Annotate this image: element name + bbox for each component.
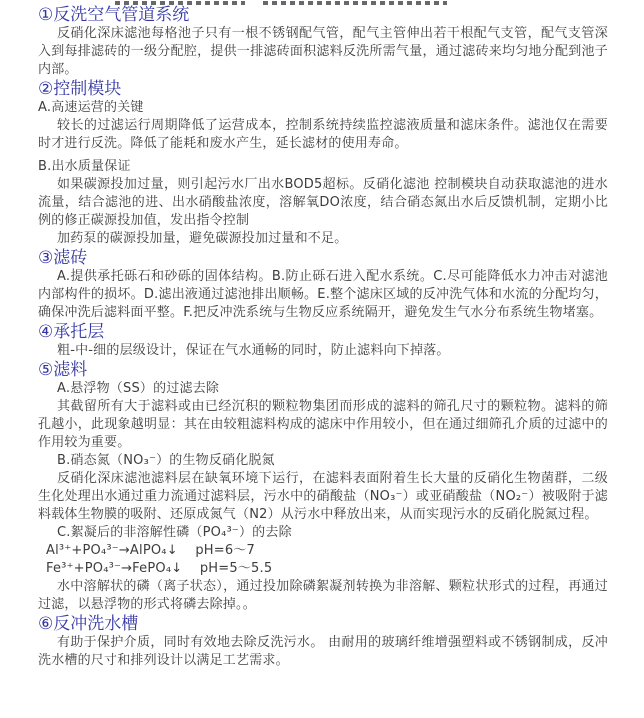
section-heading-filter-brick: ③滤砖 (38, 248, 88, 268)
clipped-text-fragment (263, 1, 447, 5)
paragraph: 水中溶解状的磷（离子状态），通过投加除磷絮凝剂转换为非溶解、颗粒状形式的过程，再通过过滤，以悬浮物的形式将磷去除掉。。 (38, 579, 608, 612)
sub-label-a: A.悬浮物（SS）的过滤去除 (57, 381, 220, 396)
sub-label-a: A.高速运营的关键 (38, 100, 144, 115)
section-heading-support-layer: ④承托层 (38, 322, 105, 342)
paragraph: 有助于保护介质，同时有效地去除反洗污水。 由耐用的玻璃纤维增强塑料或不锈钢制成，反冲洗水槽的尺寸和排列设计以满足工艺需求。 (38, 635, 608, 668)
paragraph: 反硝化深床滤池每格池子只有一根不锈钢配气管，配气主管伸出若干根配气支管，配气支管深入到每排滤砖的一级分配腔，提供一排滤砖面积滤料反洗所需气量，通过滤砖来均匀地分配到池子内部。 (38, 26, 608, 77)
section-heading-control-module: ②控制模块 (38, 79, 122, 99)
section-heading-backwash-air-piping: ①反洗空气管道系统 (38, 5, 190, 25)
clipped-text-fragment (115, 1, 245, 5)
paragraph: 粗-中-细的层级设计，保证在气水通畅的同时，防止滤料向下掉落。 (57, 343, 450, 358)
paragraph: 加药泵的碳源投加量，避免碳源投加过量和不足。 (57, 231, 348, 246)
paragraph: 如果碳源投加过量，则引起污水厂出水BOD5超标。反硝化滤池 控制模块自动获取滤池的进水流量，结合滤池的进、出水硝酸盐浓度，溶解氧DO浓度，结合硝态氮出水后反馈机制，定期小比例的修正碳源投加值，发出指令控制 (38, 177, 608, 228)
sub-label-b: B.出水质量保证 (38, 159, 131, 174)
paragraph: 其截留所有大于滤料或由已经沉积的颗粒物集团而形成的滤料的筛孔尺寸的颗粒物。滤料的筛孔越小，此现象越明显：其在由较粗滤料构成的滤床中作用较小，但在通过细筛孔介质的过滤中的作用较为重要。 (38, 399, 608, 450)
paragraph: 较长的过滤运行周期降低了运营成本，控制系统持续监控滤液质量和滤床条件。滤池仅在需要时才进行反洗。降低了能耗和废水产生，延长滤材的使用寿命。 (38, 118, 608, 151)
section-heading-backwash-trough: ⑥反冲洗水槽 (38, 614, 139, 634)
chemical-equation-fe: Fe³⁺+PO₄³⁻→FePO₄↓ pH=5～5.5 (46, 561, 273, 576)
paragraph: 反硝化深床滤池滤料层在缺氧环境下运行，在滤料表面附着生长大量的反硝化生物菌群，二级生化处理出水通过重力流通过滤料层，污水中的硝酸盐（NO₃⁻）或亚硝酸盐（NO₂⁻）被吸附于滤料载体生物膜的吸附、还原成氮气（N2）从污水中释放出来，从而实现污水的反硝化脱氮过程。 (38, 471, 608, 522)
sub-label-b: B.硝态氮（NO₃⁻）的生物反硝化脱氮 (57, 453, 275, 468)
paragraph: A.提供承托砾石和砂砾的固体结构。B.防止砾石进入配水系统。C.尽可能降低水力冲击对滤池内部构件的损坏。D.滤出液通过滤池排出顺畅。E.整个滤床区域的反冲洗气体和水流的分配均匀，确保冲洗后滤料面平整。F.把反冲洗系统与生物反应系统隔开，避免发生气水分布系统生物堵塞。 (38, 269, 608, 320)
sub-label-c: C.絮凝后的非溶解性磷（PO₄³⁻）的去除 (57, 525, 292, 540)
chemical-equation-al: Al³⁺+PO₄³⁻→AlPO₄↓ pH=6～7 (46, 543, 255, 558)
section-heading-filter-media: ⑤滤料 (38, 360, 88, 380)
